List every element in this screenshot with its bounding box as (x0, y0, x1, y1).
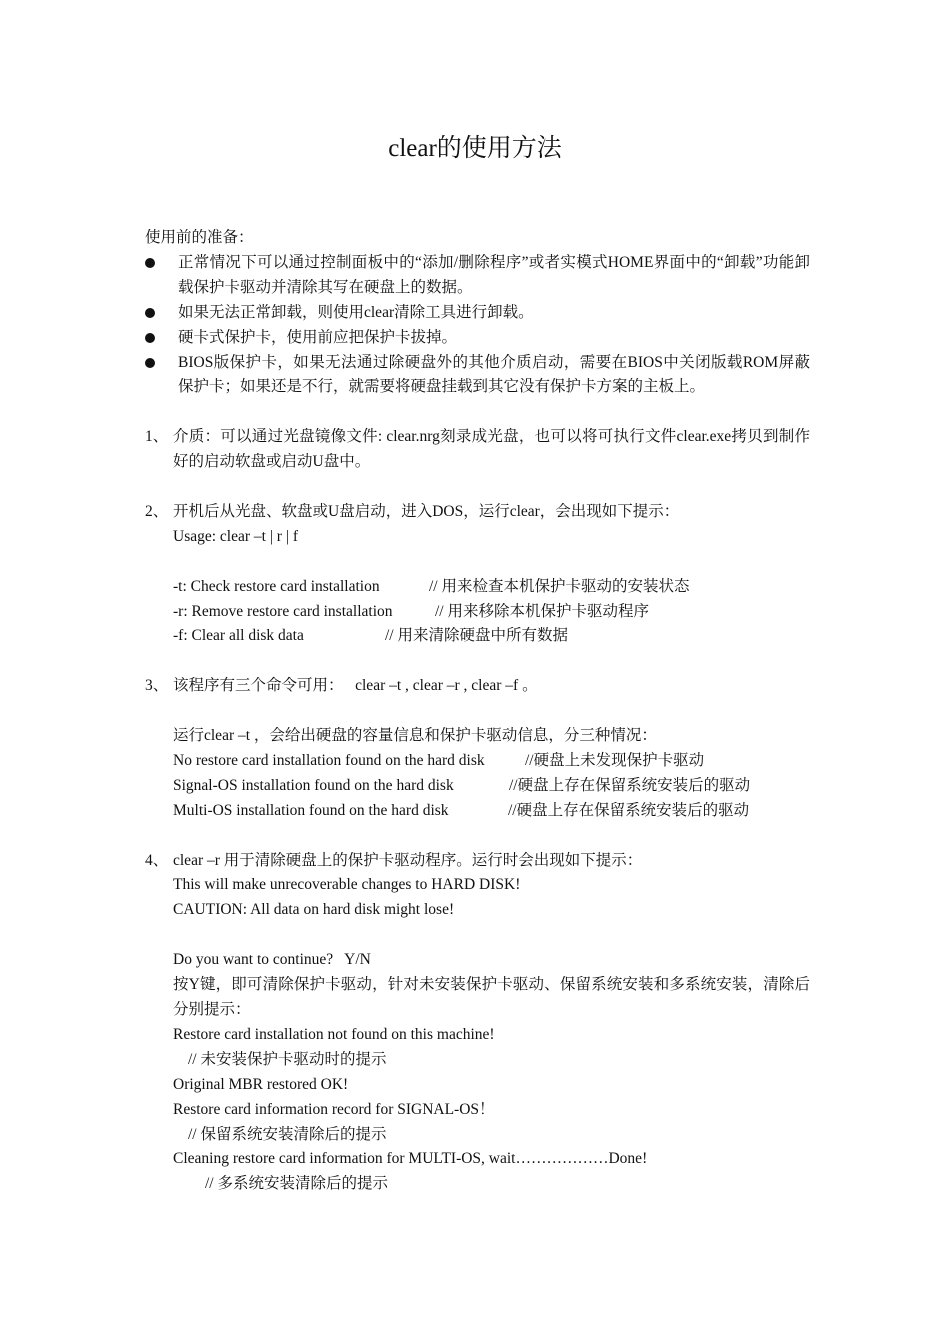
result-message: Original MBR restored OK! (173, 1075, 349, 1093)
step4-explanation: 按Y键，即可清除保护卡驱动，针对未安装保护卡驱动、保留系统安装和多系统安装，清除后分别提示： (173, 976, 810, 1018)
result-note: // 保留系统安装清除后的提示 (188, 1125, 387, 1143)
prep-bullet-text: 硬卡式保护卡，使用前应把保护卡拔掉。 (178, 328, 458, 346)
prep-bullet-text: 正常情况下可以通过控制面板中的“添加/删除程序”或者实模式HOME界面中的“卸载”功能卸载保护卡驱动并清除其写在硬盘上的数据。 (178, 253, 810, 296)
prep-bullet-text: BIOS版保护卡，如果无法通过除硬盘外的其他介质启动，需要在BIOS中关闭版载ROM屏蔽保护卡；如果还是不行，就需要将硬盘挂载到其它没有保护卡方案的主板上。 (178, 353, 810, 396)
case-msg: Multi-OS installation found on the hard disk (173, 801, 449, 819)
case-desc: //硬盘上存在保留系统安装后的驱动 (508, 801, 750, 819)
case-msg: Signal-OS installation found on the hard disk (173, 776, 454, 794)
warning-line: This will make unrecoverable changes to HARD DISK! (173, 876, 521, 894)
result-note: // 未安装保护卡驱动时的提示 (188, 1050, 387, 1068)
prep-bullet-3 (145, 326, 810, 351)
usage-line: Usage: clear –t | r | f (173, 527, 298, 545)
option-desc: // 用来清除硬盘中所有数据 (385, 627, 568, 645)
step-3 (145, 674, 810, 699)
bullet-dot-icon (145, 358, 155, 368)
case-row (145, 799, 810, 824)
option-cmd: -f: Clear all disk data (173, 627, 304, 645)
bullet-dot-icon (145, 333, 155, 343)
option-cmd: -t: Check restore card installation (173, 577, 380, 595)
prep-bullet-4 (145, 351, 810, 401)
step-number: 4、 (145, 851, 169, 869)
step-text: 介质：可以通过光盘镜像文件: clear.nrg刻录成光盘，也可以将可执行文件clear.exe拷贝到制作好的启动软盘或启动U盘中。 (173, 428, 810, 471)
result-note: // 多系统安装清除后的提示 (205, 1175, 388, 1193)
step-4 (145, 849, 810, 874)
option-row (145, 575, 810, 600)
case-row (145, 774, 810, 799)
option-cmd: -r: Remove restore card installation (173, 602, 393, 620)
step-text: 开机后从光盘、软盘或U盘启动，进入DOS，运行clear，会出现如下提示： (173, 502, 680, 520)
step-text: 该程序有三个命令可用： clear –t , clear –r , clear –f 。 (173, 677, 538, 695)
step-text: clear –r 用于清除硬盘上的保护卡驱动程序。运行时会出现如下提示： (173, 851, 643, 869)
result-message: Restore card information record for SIGNAL-OS！ (173, 1100, 495, 1118)
caution-line: CAUTION: All data on hard disk might lose! (173, 901, 455, 919)
prep-bullet-1 (145, 251, 810, 301)
case-row (145, 749, 810, 774)
page-title: clear的使用方法 (388, 135, 562, 162)
step-number: 2、 (145, 502, 169, 520)
option-desc: // 用来检查本机保护卡驱动的安装状态 (429, 577, 690, 595)
option-row (145, 624, 810, 649)
result-message: Restore card installation not found on this machine! (173, 1025, 495, 1043)
prep-bullet-2 (145, 301, 810, 326)
option-row (145, 600, 810, 625)
case-msg: No restore card installation found on the hard disk (173, 751, 485, 769)
confirm-prompt: Do you want to continue? Y/N (173, 951, 371, 969)
step-1 (145, 425, 810, 475)
bullet-dot-icon (145, 308, 155, 318)
document-body (145, 226, 810, 1197)
step-2 (145, 500, 810, 525)
prep-heading: 使用前的准备： (145, 229, 254, 246)
option-desc: // 用来移除本机保护卡驱动程序 (435, 602, 649, 620)
step-number: 3、 (145, 677, 169, 695)
prep-bullet-text: 如果无法正常卸载，则使用clear清除工具进行卸载。 (178, 303, 534, 321)
result-message: Cleaning restore card information for MULTI-OS, wait………………Done! (173, 1150, 648, 1168)
bullet-dot-icon (145, 258, 155, 268)
step3-intro: 运行clear –t ，会给出硬盘的容量信息和保护卡驱动信息，分三种情况： (173, 727, 657, 745)
case-desc: //硬盘上存在保留系统安装后的驱动 (509, 776, 751, 794)
case-desc: //硬盘上未发现保护卡驱动 (525, 751, 705, 769)
step-number: 1、 (145, 428, 169, 446)
